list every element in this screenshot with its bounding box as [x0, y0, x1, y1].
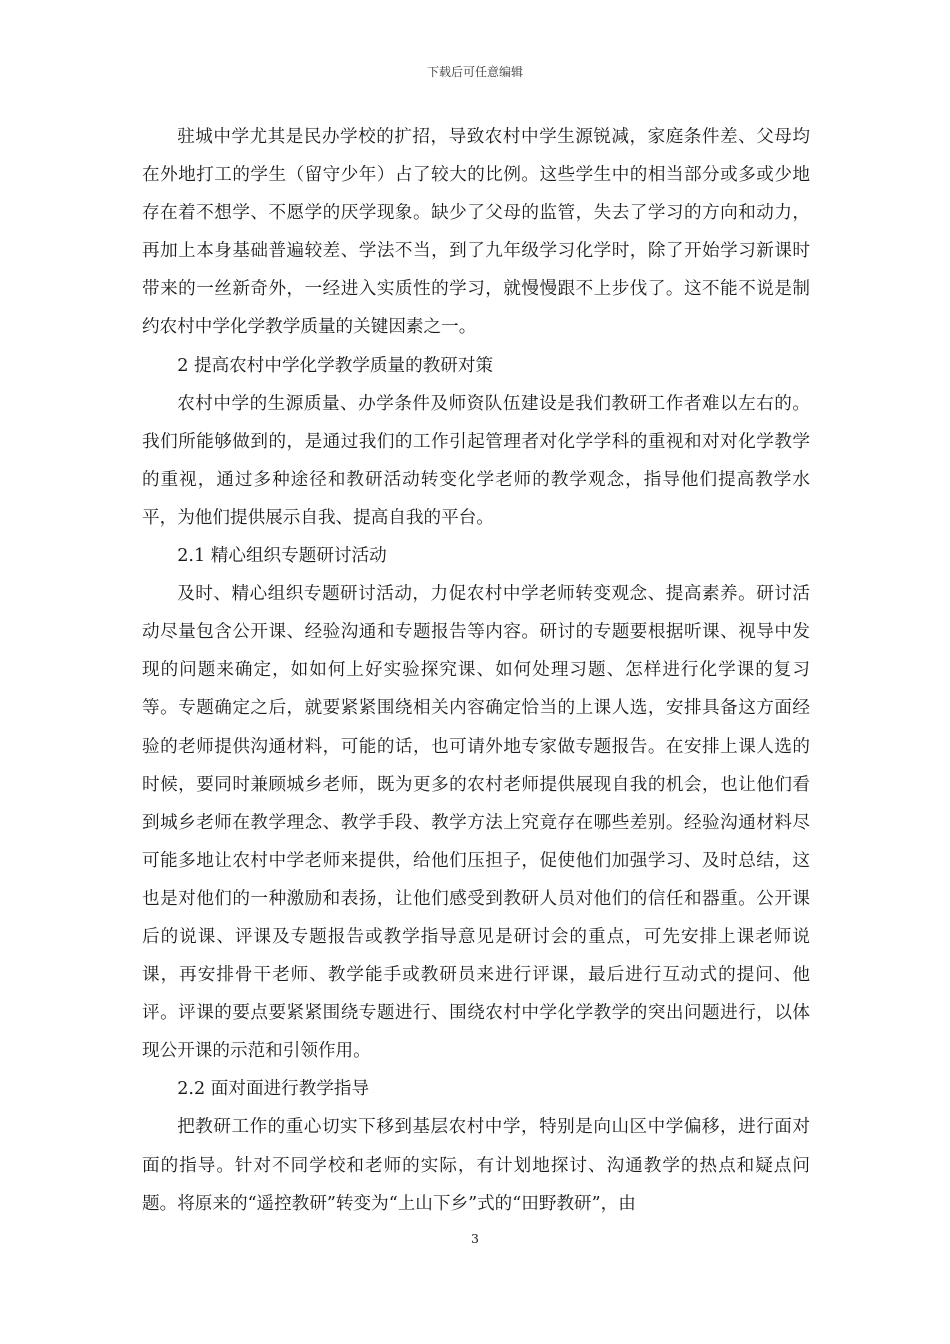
- section-heading: 2 提高农村中学化学教学质量的教研对策: [177, 355, 494, 376]
- body-paragraph: 农村中学的生源质量、办学条件及师资队伍建设是我们教研工作者难以左右的。我们所能够做到的，是通过我们的工作引起管理者对化学学科的重视和对对化学教学的重视，通过多种途径和教研活动转变化学老师的教学观念，指导他们提高教学水平，为他们提供展示自我、提高自我的平台。: [142, 393, 810, 528]
- page-number: 3: [471, 1231, 479, 1246]
- body-paragraph: 把教研工作的重心切实下移到基层农村中学，特别是向山区中学偏移，进行面对面的指导。针对不同学校和老师的实际，有计划地探讨、沟通教学的热点和疑点问题。将原来的“遥控教研”转变为“上山下乡”式的“田野教研”，由: [142, 1117, 810, 1214]
- subsection-heading: 2.2 面对面进行教学指导: [177, 1079, 370, 1100]
- page-header: 下载后可任意编辑: [426, 65, 523, 79]
- body-paragraph: 及时、精心组织专题研讨活动，力促农村中学老师转变观念、提高素养。研讨活动尽量包含公开课、经验沟通和专题报告等内容。研讨的专题要根据听课、视导中发现的问题来确定，如如何上好实验探究课、如何处理习题、怎样进行化学课的复习等。专题确定之后，就要紧紧围绕相关内容确定恰当的上课人选，安排具备这方面经验的老师提供沟通材料，可能的话，也可请外地专家做专题报告。在安排上课人选的时候，要同时兼顾城乡老师，既为更多的农村老师提供展现自我的机会，也让他们看到城乡老师在教学理念、教学手段、教学方法上究竟存在哪些差别。经验沟通材料尽可能多地让农村中学老师来提供，给他们压担子，促使他们加强学习、及时总结，这也是对他们的一种激励和表扬，让他们感受到教研人员对他们的信任和器重。公开课后的说课、评课及专题报告或教学指导意见是研讨会的重点，可先安排上课老师说课，再安排骨干老师、教学能手或教研员来进行评课，最后进行互动式的提问、他评。评课的要点要紧紧围绕专题进行、围绕农村中学化学教学的突出问题进行，以体现公开课的示范和引领作用。: [142, 584, 810, 1062]
- subsection-heading: 2.1 精心组织专题研讨活动: [177, 546, 387, 567]
- document-body: [142, 118, 810, 1223]
- body-paragraph: 驻城中学尤其是民办学校的扩招，导致农村中学生源锐减，家庭条件差、父母均在外地打工的学生（留守少年）占了较大的比例。这些学生中的相当部分或多或少地存在着不想学、不愿学的厌学现象。缺少了父母的监管，失去了学习的方向和动力，再加上本身基础普遍较差、学法不当，到了九年级学习化学时，除了开始学习新课时带来的一丝新奇外，一经进入实质性的学习，就慢慢跟不上步伐了。这不能不说是制约农村中学化学教学质量的关键因素之一。: [142, 127, 810, 338]
